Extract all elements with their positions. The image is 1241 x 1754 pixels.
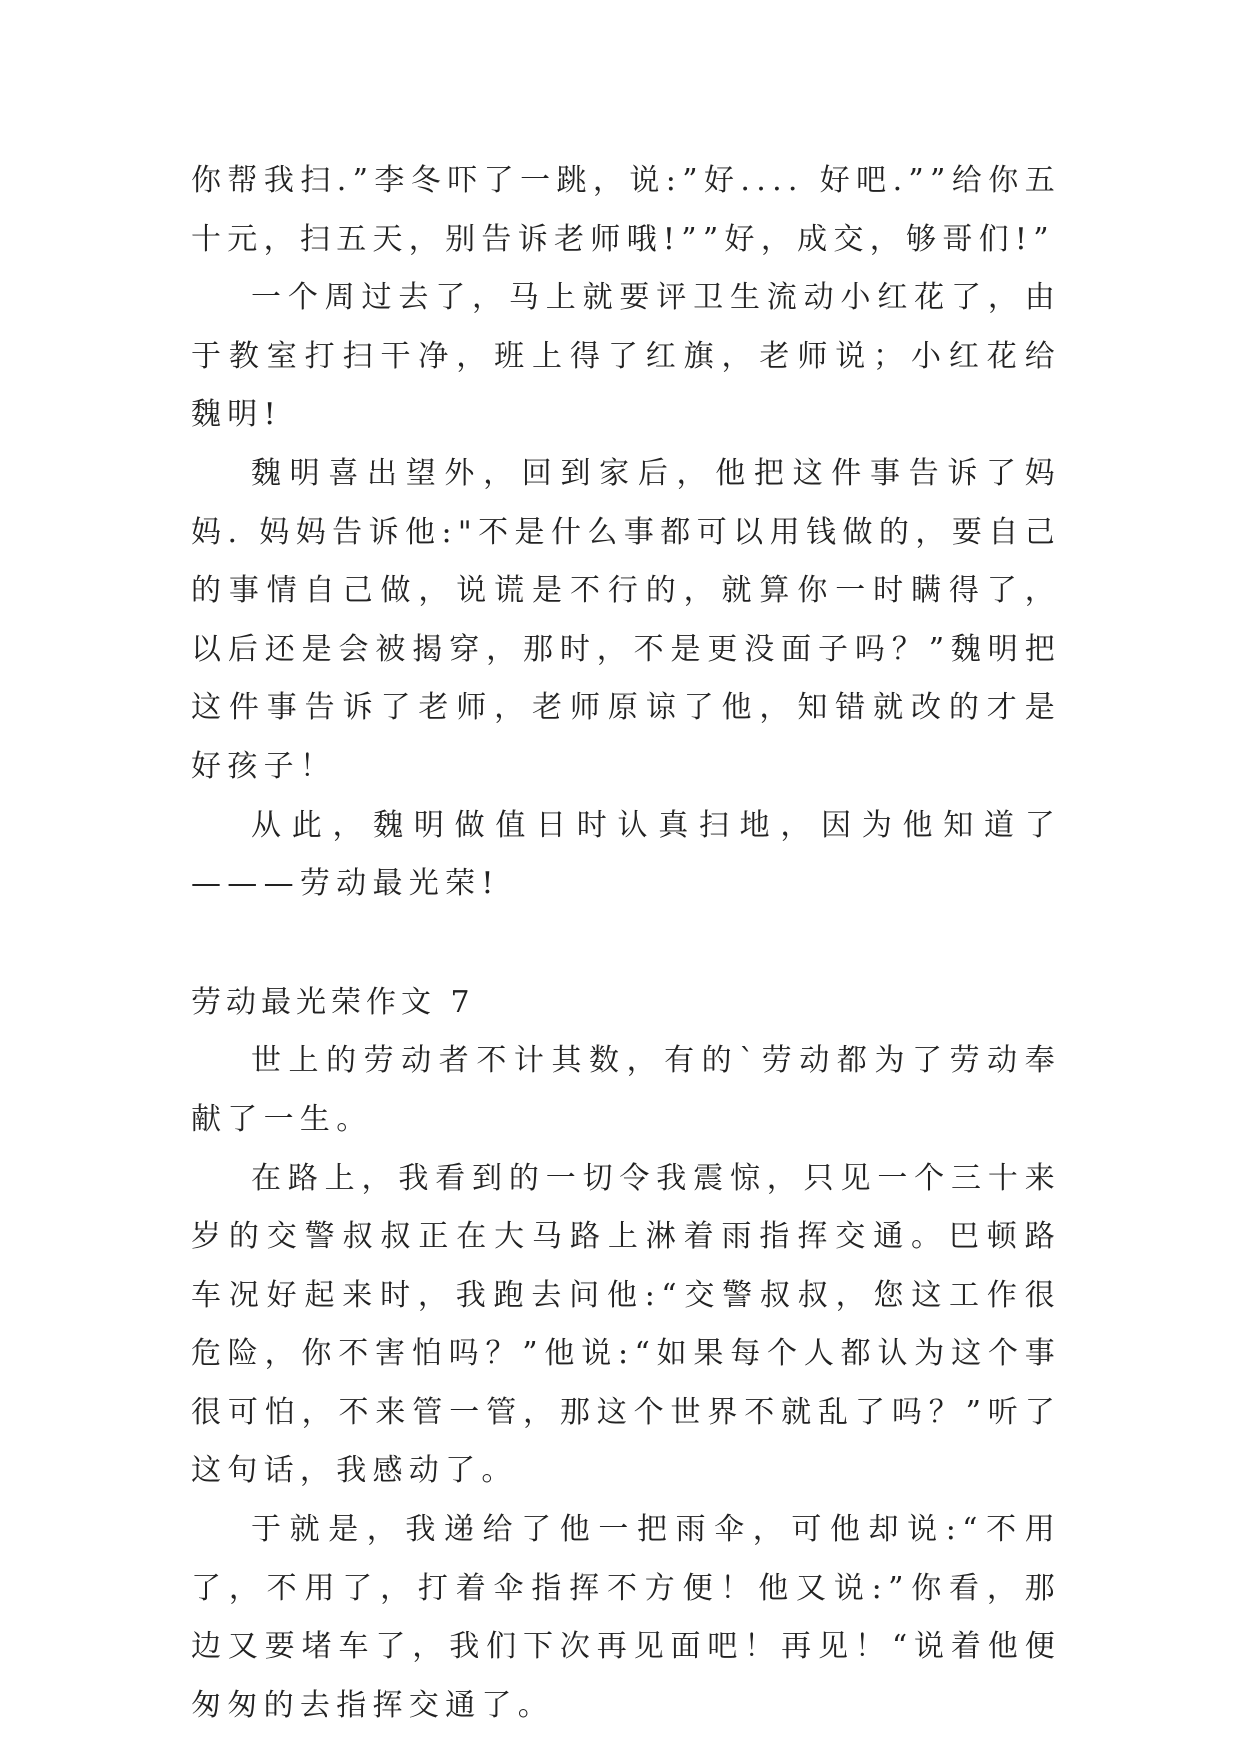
paragraph-7: 于就是，我递给了他一把雨伞，可他却说:“不用了，不用了，打着伞指挥不方便！他又说:”你看，那边又要堵车了，我们下次再见面吧！再见！“说着他便匆匆的去指挥交通了。 bbox=[191, 1512, 1061, 1723]
paragraph-2: 一个周过去了，马上就要评卫生流动小红花了，由于教室打扫干净，班上得了红旗，老师说；小红花给魏明! bbox=[191, 280, 1061, 433]
section-title: 劳动最光荣作文 7 bbox=[191, 984, 475, 1020]
paragraph-3: 魏明喜出望外，回到家后，他把这件事告诉了妈妈. 妈妈告诉他:"不是什么事都可以用钱做的，要自己的事情自己做，说谎是不行的，就算你一时瞒得了，以后还是会被揭穿，那时，不是更没面子吗？”魏明把这件事告诉了老师，老师原谅了他，知错就改的才是好孩子！ bbox=[191, 455, 1061, 784]
paragraph-6: 在路上，我看到的一切令我震惊，只见一个三十来岁的交警叔叔正在大马路上淋着雨指挥交通。巴顿路车况好起来时，我跑去问他:“交警叔叔，您这工作很危险，你不害怕吗？”他说:“如果每个人都认为这个事很可怕，不来管一管，那这个世界不就乱了吗？”听了这句话，我感动了。 bbox=[191, 1160, 1061, 1489]
paragraph-4: 从此，魏明做值日时认真扫地，因为他知道了———劳动最光荣! bbox=[191, 807, 1061, 902]
paragraph-5: 世上的劳动者不计其数，有的`劳动都为了劳动奉献了一生。 bbox=[191, 1043, 1061, 1137]
paragraph-1: 你帮我扫.”李冬吓了一跳，说:”好.... 好吧.””给你五十元，扫五天，别告诉老师哦!””好，成交，够哥们!” bbox=[191, 163, 1061, 257]
document-page bbox=[191, 152, 1061, 1735]
